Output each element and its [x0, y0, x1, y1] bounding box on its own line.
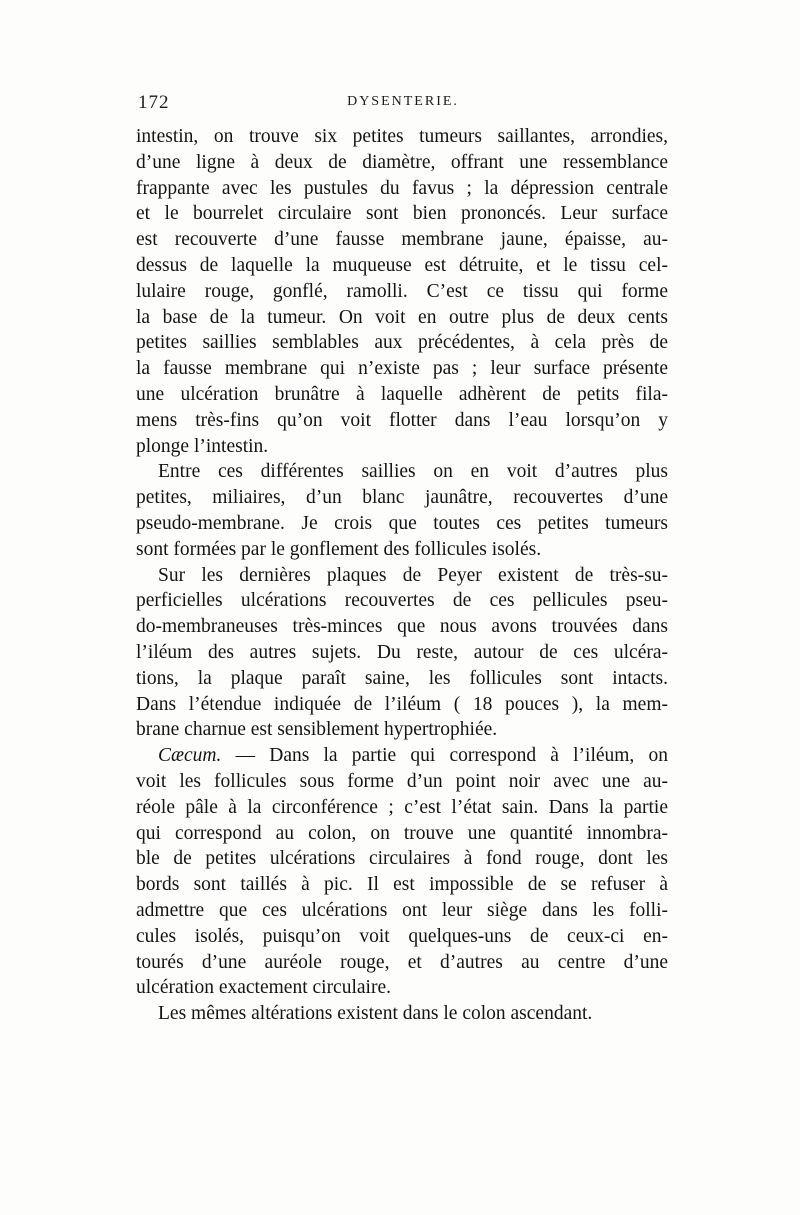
text-fragment: — Dans la partie qui correspond à l’iléum, on: [235, 745, 668, 767]
text-line: voit les follicules sous forme d’un point noir avec une au-: [136, 770, 668, 792]
page-number: 172: [138, 92, 170, 113]
text-line: dessus de laquelle la muqueuse est détruite, et le tissu cel-: [136, 254, 668, 276]
text-line: Les mêmes altérations existent dans le colon ascendant.: [158, 1003, 593, 1025]
body-text: [136, 124, 668, 1027]
text-line: cules isolés, puisqu’on voit quelques-uns de ceux-ci en-: [136, 925, 668, 947]
text-line: mens très-fins qu’on voit flotter dans l’eau lorsqu’on y: [136, 409, 668, 431]
text-line: Dans l’étendue indiquée de l’iléum ( 18 pouces ), la mem-: [136, 693, 668, 715]
text-line: tions, la plaque paraît saine, les follicules sont intacts.: [136, 667, 668, 689]
text-line: et le bourrelet circulaire sont bien prononcés. Leur surface: [136, 203, 668, 225]
text-line: pseudo-membrane. Je crois que toutes ces petites tumeurs: [136, 512, 668, 534]
text-line: réole pâle à la circonférence ; c’est l’état sain. Dans la partie: [136, 796, 668, 818]
text-line: ulcération exactement circulaire.: [136, 977, 391, 999]
text-line: perficielles ulcérations recouvertes de ces pellicules pseu-: [136, 590, 668, 612]
text-line: intestin, on trouve six petites tumeurs saillantes, arrondies,: [136, 126, 668, 147]
text-line: une ulcération brunâtre à laquelle adhèrent de petits fila-: [136, 383, 668, 405]
text-line: petites, miliaires, d’un blanc jaunâtre, recouvertes d’une: [136, 487, 668, 509]
text-line: Entre ces différentes saillies on en voit d’autres plus: [158, 461, 668, 483]
text-line: d’une ligne à deux de diamètre, offrant une ressemblance: [136, 151, 668, 173]
text-line: sont formées par le gonflement des follicules isolés.: [136, 538, 542, 560]
text-line: bords sont taillés à pic. Il est impossible de se refuser à: [136, 874, 668, 896]
text-line: [136, 743, 668, 769]
text-line: est recouverte d’une fausse membrane jaune, épaisse, au-: [136, 229, 668, 251]
text-line: do-membraneuses très-minces que nous avons trouvées dans: [136, 616, 668, 638]
text-line: l’iléum des autres sujets. Du reste, autour de ces ulcéra-: [136, 641, 668, 663]
text-line: qui correspond au colon, on trouve une quantité innombra-: [136, 822, 668, 844]
section-heading-caecum: Cæcum.: [158, 745, 222, 767]
text-line: la base de la tumeur. On voit en outre plus de deux cents: [136, 306, 668, 328]
running-head: [138, 92, 668, 116]
text-line: lulaire rouge, gonflé, ramolli. C’est ce tissu qui forme: [136, 280, 668, 302]
text-line: ble de petites ulcérations circulaires à fond rouge, dont les: [136, 848, 668, 870]
running-title: DYSENTERIE.: [347, 94, 459, 109]
text-line: admettre que ces ulcérations ont leur siège dans les folli-: [136, 899, 668, 921]
text-line: tourés d’une auréole rouge, et d’autres au centre d’une: [136, 951, 668, 973]
text-line: la fausse membrane qui n’existe pas ; leur surface présente: [136, 358, 668, 380]
text-line: plonge l’intestin.: [136, 435, 269, 457]
text-line: petites saillies semblables aux précédentes, à cela près de: [136, 332, 668, 354]
text-line: Sur les dernières plaques de Peyer existent de très-su-: [158, 564, 668, 586]
text-line: brane charnue est sensiblement hypertrophiée.: [136, 719, 498, 741]
text-line: frappante avec les pustules du favus ; la dépression centrale: [136, 177, 668, 199]
